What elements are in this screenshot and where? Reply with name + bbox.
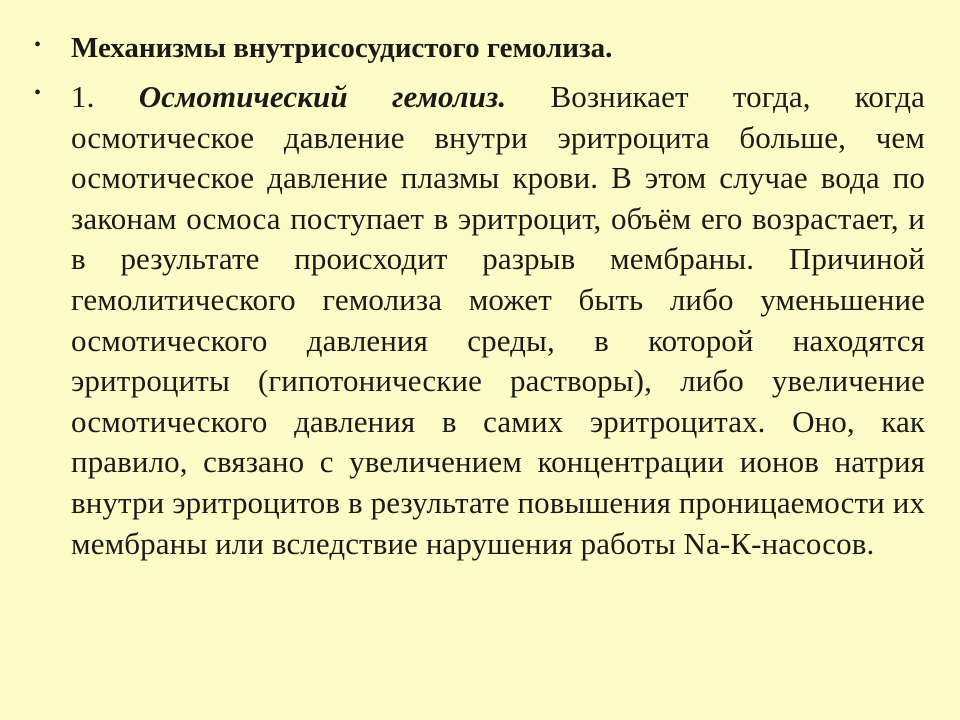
slide-heading: Механизмы внутрисосудистого гемолиза. bbox=[71, 32, 613, 64]
item-number: 1. bbox=[71, 79, 95, 114]
bullet-marker: • bbox=[34, 34, 42, 56]
bullet-marker: • bbox=[34, 82, 42, 104]
paragraph-body: Возникает тогда, когда осмотическое давление внутри эритроцита больше, чем осмотическое давление плазмы крови. В этом случае вода по законам осмоса поступает в эритроцит, объём его возрастает, и в результате происходит разрыв мембраны. Причиной гемолитического гемолиза может быть либо уменьшение осмотического давления среды, в которой находятся эритроциты (гипотонические растворы), либо увеличение осмотического давления в самих эритроцитах. Оно, как правило, связано с увеличением концентрации ионов натрия внутри эритроцитов в результате повышения проницаемости их мембраны или вследствие нарушения работы Na-К-насосов. bbox=[71, 79, 925, 561]
paragraph-osmotic-hemolysis bbox=[71, 77, 925, 564]
term-osmotic-hemolysis: Осмотический гемолиз. bbox=[138, 79, 507, 114]
